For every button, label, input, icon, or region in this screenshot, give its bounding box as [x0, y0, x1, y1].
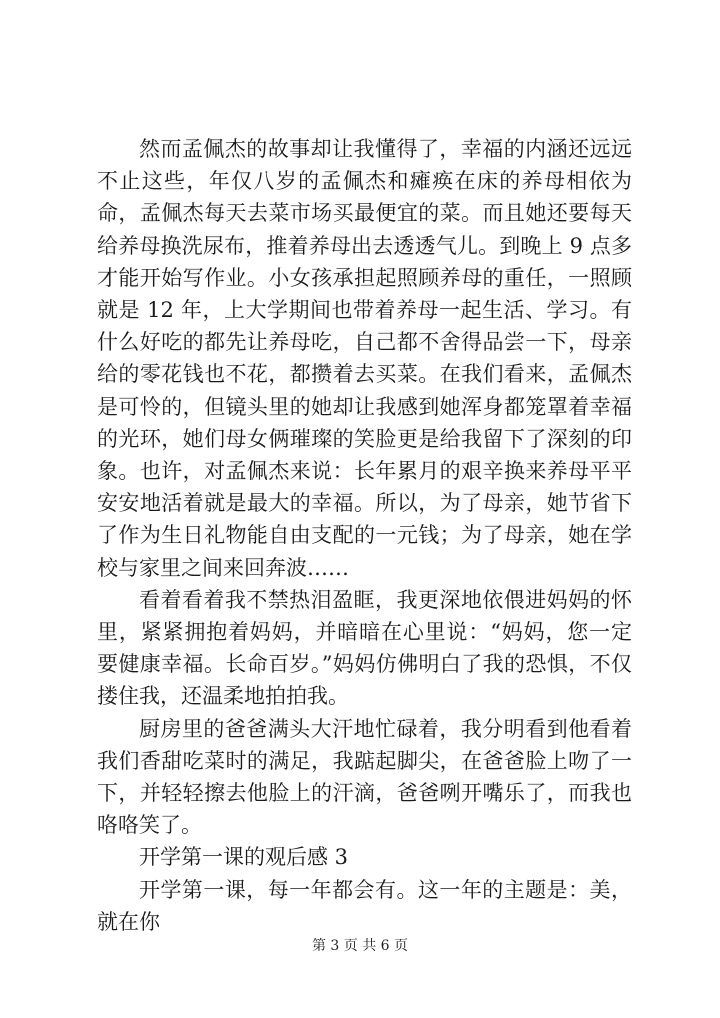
paragraph-meng-peijie-story: 然而孟佩杰的故事却让我懂得了，幸福的内涵还远远不止这些，年仅八岁的孟佩杰和瘫痪在床的养母相依为命，孟佩杰每天去菜市场买最便宜的菜。而且她还要每天给养母换洗尿布，推着养母出去透透气儿。到晚上 9 点多才能开始写作业。小女孩承担起照顾养母的重任，一照顾就是 12 年，上大学期间也带着养母一起生活、学习。有什么好吃的都先让养母吃，自己都不舍得品尝一下，母亲给的零花钱也不花，都攒着去买菜。在我们看来，孟佩杰是可怜的，但镜头里的她却让我感到她浑身都笼罩着幸福的光环，她们母女俩璀璨的笑脸更是给我留下了深刻的印象。也许，对孟佩杰来说：长年累月的艰辛换来养母平平安安地活着就是最大的幸福。所以，为了母亲，她节省下了作为生日礼物能自由支配的一元钱；为了母亲，她在学校与家里之间来回奔波……: [97, 137, 632, 580]
document-body: [97, 133, 632, 938]
paragraph-father-kitchen: 厨房里的爸爸满头大汗地忙碌着，我分明看到他看着我们香甜吃菜时的满足，我踮起脚尖，在爸爸脸上吻了一下，并轻轻擦去他脸上的汗滴，爸爸咧开嘴乐了，而我也咯咯笑了。: [97, 716, 632, 838]
paragraph-hugging-mother: 看着看着我不禁热泪盈眶，我更深地依偎进妈妈的怀里，紧紧拥抱着妈妈，并暗暗在心里说：“妈妈，您一定要健康幸福。长命百岁。”妈妈仿佛明白了我的恐惧，不仅搂住我，还温柔地拍拍我。: [97, 587, 632, 709]
paragraph-first-lesson-intro: 开学第一课，每一年都会有。这一年的主题是：美，就在你: [97, 877, 632, 934]
section-heading: 开学第一课的观后感 3: [139, 845, 349, 870]
page-footer: 第 3 页 共 6 页: [311, 938, 409, 954]
